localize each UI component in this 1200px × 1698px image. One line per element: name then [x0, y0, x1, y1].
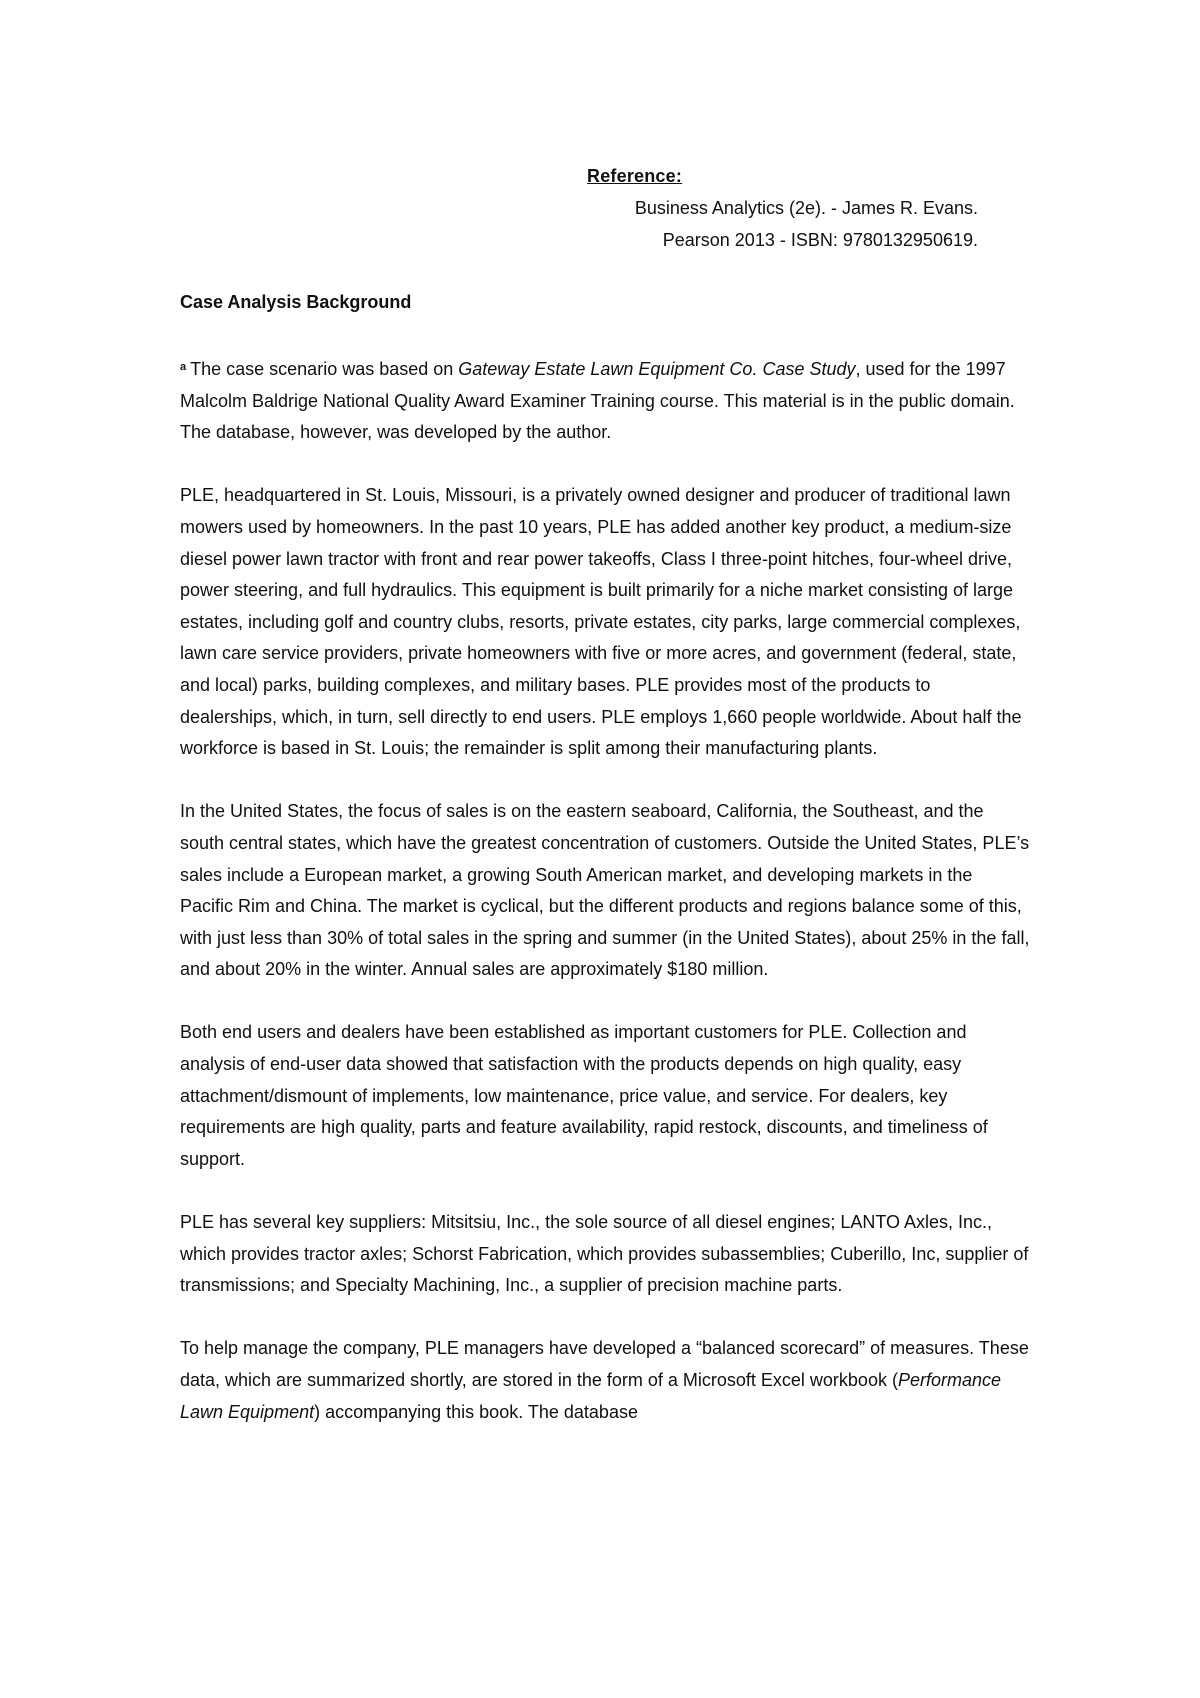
paragraph-1-text-b: , used for the 1997 Malcolm Baldrige National Quality Award Examiner Training course. This material is in the public domain. The database, however, was developed by the author. [180, 359, 1015, 443]
paragraph-6-text-a: To help manage the company, PLE managers have developed a “balanced scorecard” of measures. These data, which are summarized shortly, are stored in the form of a Microsoft Excel workbook ( [180, 1338, 1029, 1390]
footnote-marker: a [180, 361, 187, 373]
paragraph-6-italic: Performance Lawn Equipment [180, 1370, 1001, 1422]
reference-citation-line-1: Business Analytics (2e). - James R. Evans. [634, 198, 978, 218]
paragraph-6-text-b: ) accompanying this book. The database [314, 1401, 638, 1422]
paragraph-2: PLE, headquartered in St. Louis, Missouri, is a privately owned designer and producer of traditional lawn mowers used by homeowners. In the past 10 years, PLE has added another key product, a medium-size diesel power lawn tractor with front and rear power takeoffs, Class I three-point hitches, four-wheel drive, power steering, and full hydraulics. This equipment is built primarily for a niche market consisting of large estates, including golf and country clubs, resorts, private estates, city parks, large commercial complexes, lawn care service providers, private homeowners with five or more acres, and government (federal, state, and local) parks, building complexes, and military bases. PLE provides most of the products to dealerships, which, in turn, sell directly to end users. PLE employs 1,660 people worldwide. About half the workforce is based in St. Louis; the remainder is split among their manufacturing plants. [180, 485, 1022, 759]
paragraph-3: In the United States, the focus of sales is on the eastern seaboard, California, the Southeast, and the south central states, which have the greatest concentration of customers. Outside the United States, PLE’s sales include a European market, a growing South American market, and developing markets in the Pacific Rim and China. The market is cyclical, but the different products and regions balance some of this, with just less than 30% of total sales in the spring and summer (in the United States), about 25% in the fall, and about 20% in the winter. Annual sales are approximately $180 million. [180, 801, 1030, 980]
body-text [180, 354, 1030, 1460]
paragraph-1 [180, 354, 1030, 449]
paragraph-4: Both end users and dealers have been established as important customers for PLE. Collection and analysis of end-user data showed that satisfaction with the products depends on high quality, easy attachment/dismount of implements, low maintenance, price value, and service. For dealers, key requirements are high quality, parts and feature availability, rapid restock, discounts, and timeliness of support. [180, 1022, 988, 1169]
paragraph-1-text-a: The case scenario was based on [190, 359, 459, 379]
paragraph-5: PLE has several key suppliers: Mitsitsiu, Inc., the sole source of all diesel engines; LANTO Axles, Inc., which provides tractor axles; Schorst Fabrication, which provides subassemblies; Cuberillo, Inc, supplier of transmissions; and Specialty Machining, Inc., a supplier of precision machine parts. [180, 1212, 1029, 1296]
paragraph-6 [180, 1333, 1030, 1428]
section-heading: Case Analysis Background [180, 292, 412, 312]
reference-citation-line-2: Pearson 2013 - ISBN: 9780132950619. [662, 230, 978, 250]
reference-heading: Reference: [587, 166, 683, 186]
paragraph-1-italic: Gateway Estate Lawn Equipment Co. Case Study [458, 359, 856, 379]
